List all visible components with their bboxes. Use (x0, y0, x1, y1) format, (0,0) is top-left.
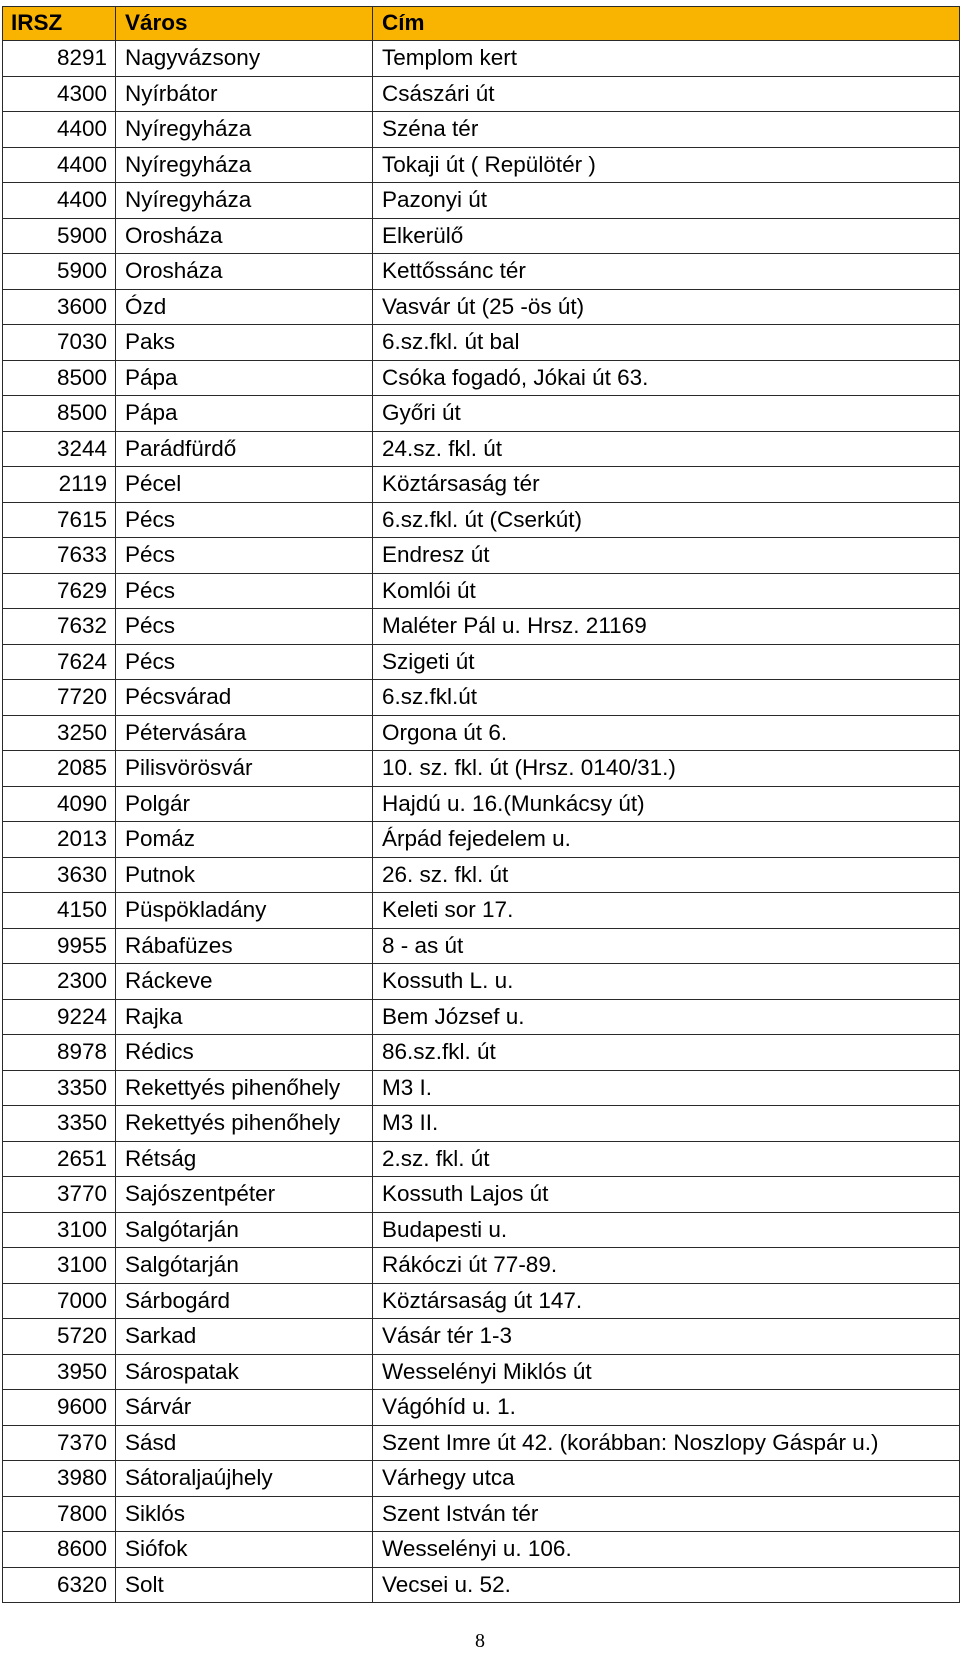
cell-irsz: 2651 (3, 1141, 116, 1177)
cell-cim: Endresz út (373, 538, 960, 574)
cell-cim: Bem József u. (373, 999, 960, 1035)
cell-varos: Siófok (116, 1532, 373, 1568)
table-row (3, 1390, 960, 1426)
table-row (3, 325, 960, 361)
cell-cim: Budapesti u. (373, 1212, 960, 1248)
cell-irsz: 8500 (3, 396, 116, 432)
cell-varos: Rekettyés pihenőhely (116, 1106, 373, 1142)
cell-cim: Wesselényi Miklós út (373, 1354, 960, 1390)
cell-cim: Wesselényi u. 106. (373, 1532, 960, 1568)
cell-cim: Keleti sor 17. (373, 893, 960, 929)
table-row (3, 680, 960, 716)
cell-varos: Pécsvárad (116, 680, 373, 716)
cell-varos: Ózd (116, 289, 373, 325)
cell-cim: Vasvár út (25 -ös út) (373, 289, 960, 325)
cell-cim: Várhegy utca (373, 1461, 960, 1497)
cell-irsz: 3600 (3, 289, 116, 325)
cell-irsz: 5900 (3, 218, 116, 254)
table-row (3, 1106, 960, 1142)
table-row (3, 1035, 960, 1071)
cell-cim: Orgona út 6. (373, 715, 960, 751)
table-header-row (3, 7, 960, 41)
cell-cim: Csóka fogadó, Jókai út 63. (373, 360, 960, 396)
cell-irsz: 5720 (3, 1319, 116, 1355)
cell-irsz: 3244 (3, 431, 116, 467)
cell-varos: Sárvár (116, 1390, 373, 1426)
cell-varos: Pécs (116, 538, 373, 574)
cell-cim: 86.sz.fkl. út (373, 1035, 960, 1071)
column-header-cim: Cím (373, 7, 960, 41)
cell-irsz: 4400 (3, 147, 116, 183)
cell-irsz: 4150 (3, 893, 116, 929)
cell-varos: Rétság (116, 1141, 373, 1177)
cell-irsz: 8500 (3, 360, 116, 396)
table-row (3, 751, 960, 787)
column-header-varos: Város (116, 7, 373, 41)
cell-cim: Elkerülő (373, 218, 960, 254)
table-row (3, 715, 960, 751)
cell-cim: Kettőssánc tér (373, 254, 960, 290)
table-row (3, 254, 960, 290)
cell-cim: Vásár tér 1-3 (373, 1319, 960, 1355)
cell-varos: Nagyvázsony (116, 41, 373, 77)
cell-varos: Pétervására (116, 715, 373, 751)
cell-irsz: 3350 (3, 1070, 116, 1106)
table-row (3, 1425, 960, 1461)
cell-varos: Pécs (116, 502, 373, 538)
cell-cim: Templom kert (373, 41, 960, 77)
cell-varos: Sarkad (116, 1319, 373, 1355)
cell-irsz: 3770 (3, 1177, 116, 1213)
cell-cim: Tokaji út ( Repülötér ) (373, 147, 960, 183)
cell-varos: Parádfürdő (116, 431, 373, 467)
cell-varos: Pécs (116, 609, 373, 645)
table-row (3, 147, 960, 183)
cell-cim: Maléter Pál u. Hrsz. 21169 (373, 609, 960, 645)
cell-varos: Siklós (116, 1496, 373, 1532)
cell-cim: Császári út (373, 76, 960, 112)
cell-varos: Rajka (116, 999, 373, 1035)
cell-cim: Pazonyi út (373, 183, 960, 219)
cell-cim: Komlói út (373, 573, 960, 609)
cell-varos: Pécs (116, 644, 373, 680)
cell-varos: Salgótarján (116, 1212, 373, 1248)
cell-varos: Sárbogárd (116, 1283, 373, 1319)
cell-varos: Rekettyés pihenőhely (116, 1070, 373, 1106)
cell-varos: Nyíregyháza (116, 147, 373, 183)
cell-irsz: 4400 (3, 183, 116, 219)
cell-varos: Pécel (116, 467, 373, 503)
cell-irsz: 7370 (3, 1425, 116, 1461)
table-row (3, 1319, 960, 1355)
table-row (3, 76, 960, 112)
cell-cim: 6.sz.fkl.út (373, 680, 960, 716)
cell-irsz: 7720 (3, 680, 116, 716)
cell-varos: Salgótarján (116, 1248, 373, 1284)
cell-cim: 26. sz. fkl. út (373, 857, 960, 893)
table-row (3, 857, 960, 893)
cell-varos: Orosháza (116, 218, 373, 254)
table-row (3, 644, 960, 680)
cell-irsz: 9224 (3, 999, 116, 1035)
table-row (3, 1177, 960, 1213)
cell-cim: M3 II. (373, 1106, 960, 1142)
cell-varos: Püspökladány (116, 893, 373, 929)
cell-irsz: 7632 (3, 609, 116, 645)
cell-irsz: 2013 (3, 822, 116, 858)
cell-cim: 24.sz. fkl. út (373, 431, 960, 467)
table-row (3, 1461, 960, 1497)
cell-cim: Rákóczi út 77-89. (373, 1248, 960, 1284)
cell-cim: 2.sz. fkl. út (373, 1141, 960, 1177)
cell-varos: Rábafüzes (116, 928, 373, 964)
cell-cim: Kossuth Lajos út (373, 1177, 960, 1213)
cell-irsz: 2085 (3, 751, 116, 787)
table-row (3, 431, 960, 467)
cell-irsz: 8978 (3, 1035, 116, 1071)
cell-cim: 8 - as út (373, 928, 960, 964)
cell-cim: M3 I. (373, 1070, 960, 1106)
table-row (3, 964, 960, 1000)
table-row (3, 609, 960, 645)
table-body (3, 41, 960, 1603)
cell-varos: Pomáz (116, 822, 373, 858)
table-row (3, 360, 960, 396)
cell-irsz: 7624 (3, 644, 116, 680)
cell-cim: Széna tér (373, 112, 960, 148)
cell-cim: Szent Imre út 42. (korábban: Noszlopy Gáspár u.) (373, 1425, 960, 1461)
cell-varos: Pécs (116, 573, 373, 609)
cell-irsz: 5900 (3, 254, 116, 290)
table-row (3, 218, 960, 254)
table-row (3, 893, 960, 929)
cell-irsz: 3980 (3, 1461, 116, 1497)
cell-varos: Nyírbátor (116, 76, 373, 112)
table-row (3, 1354, 960, 1390)
cell-irsz: 3630 (3, 857, 116, 893)
cell-varos: Putnok (116, 857, 373, 893)
table-row (3, 928, 960, 964)
cell-varos: Sárospatak (116, 1354, 373, 1390)
cell-irsz: 9955 (3, 928, 116, 964)
cell-irsz: 6320 (3, 1567, 116, 1603)
cell-cim: 6.sz.fkl. út (Cserkút) (373, 502, 960, 538)
cell-varos: Ráckeve (116, 964, 373, 1000)
table-row (3, 573, 960, 609)
table-row (3, 786, 960, 822)
table-row (3, 1212, 960, 1248)
cell-irsz: 2300 (3, 964, 116, 1000)
cell-varos: Solt (116, 1567, 373, 1603)
cell-varos: Pápa (116, 360, 373, 396)
table-row (3, 1532, 960, 1568)
cell-varos: Nyíregyháza (116, 112, 373, 148)
cell-cim: Köztársaság tér (373, 467, 960, 503)
table-row (3, 822, 960, 858)
table-row (3, 1248, 960, 1284)
cell-cim: 6.sz.fkl. út bal (373, 325, 960, 361)
page-number: 8 (475, 1630, 485, 1652)
cell-cim: Árpád fejedelem u. (373, 822, 960, 858)
cell-varos: Paks (116, 325, 373, 361)
table-row (3, 1070, 960, 1106)
table-row (3, 289, 960, 325)
cell-cim: Szigeti út (373, 644, 960, 680)
cell-irsz: 8600 (3, 1532, 116, 1568)
cell-varos: Sásd (116, 1425, 373, 1461)
table-row (3, 396, 960, 432)
cell-irsz: 4400 (3, 112, 116, 148)
cell-cim: Köztársaság út 147. (373, 1283, 960, 1319)
cell-varos: Pápa (116, 396, 373, 432)
cell-irsz: 7800 (3, 1496, 116, 1532)
cell-irsz: 8291 (3, 41, 116, 77)
cell-irsz: 4300 (3, 76, 116, 112)
cell-cim: 10. sz. fkl. út (Hrsz. 0140/31.) (373, 751, 960, 787)
cell-irsz: 2119 (3, 467, 116, 503)
cell-varos: Nyíregyháza (116, 183, 373, 219)
cell-irsz: 3100 (3, 1212, 116, 1248)
cell-varos: Polgár (116, 786, 373, 822)
table-row (3, 1141, 960, 1177)
table-row (3, 538, 960, 574)
table-row (3, 1496, 960, 1532)
table-row (3, 467, 960, 503)
table-row (3, 1567, 960, 1603)
cell-cim: Kossuth L. u. (373, 964, 960, 1000)
cell-varos: Rédics (116, 1035, 373, 1071)
cell-varos: Orosháza (116, 254, 373, 290)
cell-irsz: 7629 (3, 573, 116, 609)
cell-varos: Pilisvörösvár (116, 751, 373, 787)
cell-irsz: 7000 (3, 1283, 116, 1319)
cell-varos: Sajószentpéter (116, 1177, 373, 1213)
cell-irsz: 3100 (3, 1248, 116, 1284)
table-row (3, 502, 960, 538)
cell-cim: Győri út (373, 396, 960, 432)
address-table (2, 6, 960, 1603)
cell-irsz: 4090 (3, 786, 116, 822)
table-row (3, 1283, 960, 1319)
table-row (3, 41, 960, 77)
cell-cim: Vecsei u. 52. (373, 1567, 960, 1603)
cell-irsz: 3250 (3, 715, 116, 751)
cell-irsz: 7633 (3, 538, 116, 574)
table-row (3, 183, 960, 219)
table-row (3, 112, 960, 148)
cell-cim: Hajdú u. 16.(Munkácsy út) (373, 786, 960, 822)
cell-varos: Sátoraljaújhely (116, 1461, 373, 1497)
cell-irsz: 9600 (3, 1390, 116, 1426)
column-header-irsz: IRSZ (3, 7, 116, 41)
cell-irsz: 3350 (3, 1106, 116, 1142)
cell-irsz: 3950 (3, 1354, 116, 1390)
cell-cim: Szent István tér (373, 1496, 960, 1532)
cell-cim: Vágóhíd u. 1. (373, 1390, 960, 1426)
cell-irsz: 7030 (3, 325, 116, 361)
cell-irsz: 7615 (3, 502, 116, 538)
table-row (3, 999, 960, 1035)
